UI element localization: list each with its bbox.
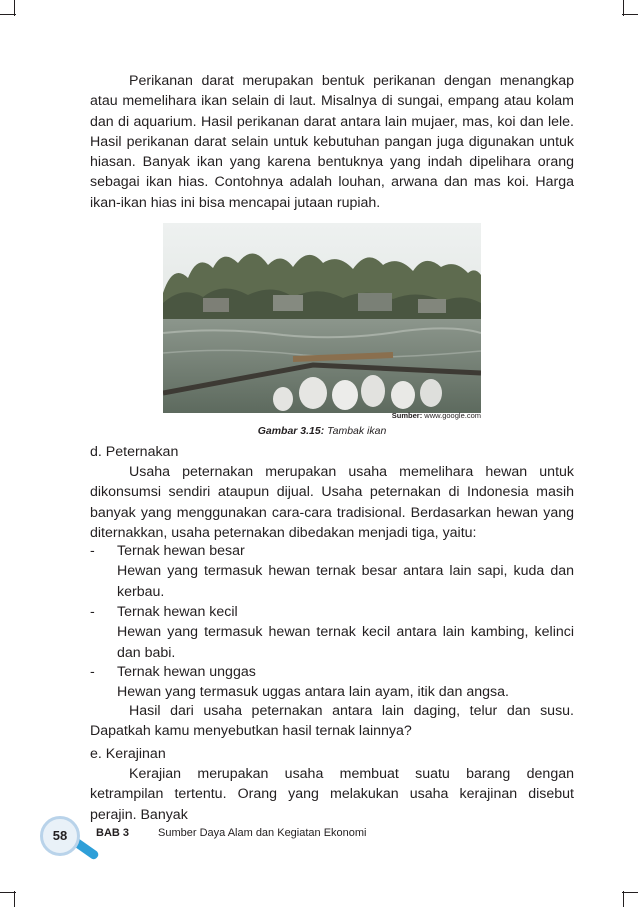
crop-mark-top-right-v <box>623 0 624 16</box>
crop-mark-top-right-h <box>622 14 638 15</box>
list-item-1 <box>117 541 574 602</box>
list-item-3-title: Ternak hewan unggas <box>117 664 256 680</box>
list-item-2-dash: - <box>90 604 95 620</box>
section-d-paragraph-1: Usaha peternakan merupakan usaha memelihara hewan untuk dikonsumsi sendiri ataupun dijual. Usaha peternakan di Indonesia masih banyak yang menggunakan cara-cara tradisional. Berdasarkan hewan yang diternakkan, usaha peternakan dibedakan menjadi tiga, yaitu: <box>90 464 574 541</box>
crop-mark-bottom-left-v <box>14 891 15 907</box>
figure-credit-source: www.google.com <box>424 411 481 420</box>
list-item-3-desc: Hewan yang termasuk uggas antara lain ayam, itik dan angsa. <box>117 684 509 701</box>
figure-credit <box>300 411 481 420</box>
intro-paragraph: Perikanan darat merupakan bentuk perikanan dengan menangkap atau memelihara ikan selain di laut. Misalnya di sungai, empang atau kolam dan di aquarium. Hasil perikanan darat antara lain mujaer, mas, koi dan lele. Hasil perikanan darat selain untuk kebutuhan pangan juga digunakan untuk hiasan. Banyak ikan yang karena bentuknya yang indah dipelihara orang sebagai ikan hias. Contohnya adalah louhan, arwana dan mas koi. Harga ikan-ikan hias ini bisa mencapai jutaan rupiah. <box>90 73 574 211</box>
figure-caption-label: Gambar 3.15: <box>257 425 325 437</box>
list-item-1-desc: Hewan yang termasuk hewan ternak besar antara lain sapi, kuda dan kerbau. <box>117 563 574 600</box>
intro-section <box>90 71 574 213</box>
section-d-heading: d. Peternakan <box>90 444 179 460</box>
list-item-2 <box>117 602 574 663</box>
section-d-paragraph-2-block <box>90 701 574 742</box>
chapter-title: Sumber Daya Alam dan Kegiatan Ekonomi <box>158 827 367 839</box>
list-item-2-desc: Hewan yang termasuk hewan ternak kecil antara lain kambing, kelinci dan babi. <box>117 624 574 661</box>
crop-mark-bottom-right-h <box>622 892 638 893</box>
page-footer <box>40 816 600 856</box>
crop-mark-top-left-v <box>14 0 15 16</box>
section-e-paragraph-1: Kerajian merupakan usaha membuat suatu barang dengan ketrampilan tertentu. Orang yang melakukan usaha kerajinan disebut perajin. Banyak <box>90 766 574 823</box>
section-d-paragraph-2: Hasil dari usaha peternakan antara lain daging, telur dan susu. Dapatkah kamu menyebutkan hasil ternak lainnya? <box>90 703 574 740</box>
list-item-1-dash: - <box>90 543 95 559</box>
section-e-heading: e. Kerajinan <box>90 746 166 762</box>
list-item-2-title: Ternak hewan kecil <box>117 604 238 620</box>
chapter-label: BAB 3 <box>96 827 130 839</box>
fish-pond-photo <box>163 223 481 413</box>
section-d-paragraph-1-block <box>90 462 574 543</box>
figure-credit-label: Sumber: <box>391 411 423 420</box>
list-item-3-dash: - <box>90 664 95 680</box>
list-item-3 <box>117 662 574 703</box>
crop-mark-bottom-right-v <box>623 891 624 907</box>
page-number: 58 <box>40 816 80 856</box>
figure-caption <box>163 425 481 437</box>
figure-caption-text: Tambak ikan <box>327 425 387 437</box>
fish-pond-illustration <box>163 223 481 413</box>
list-item-1-title: Ternak hewan besar <box>117 543 245 559</box>
